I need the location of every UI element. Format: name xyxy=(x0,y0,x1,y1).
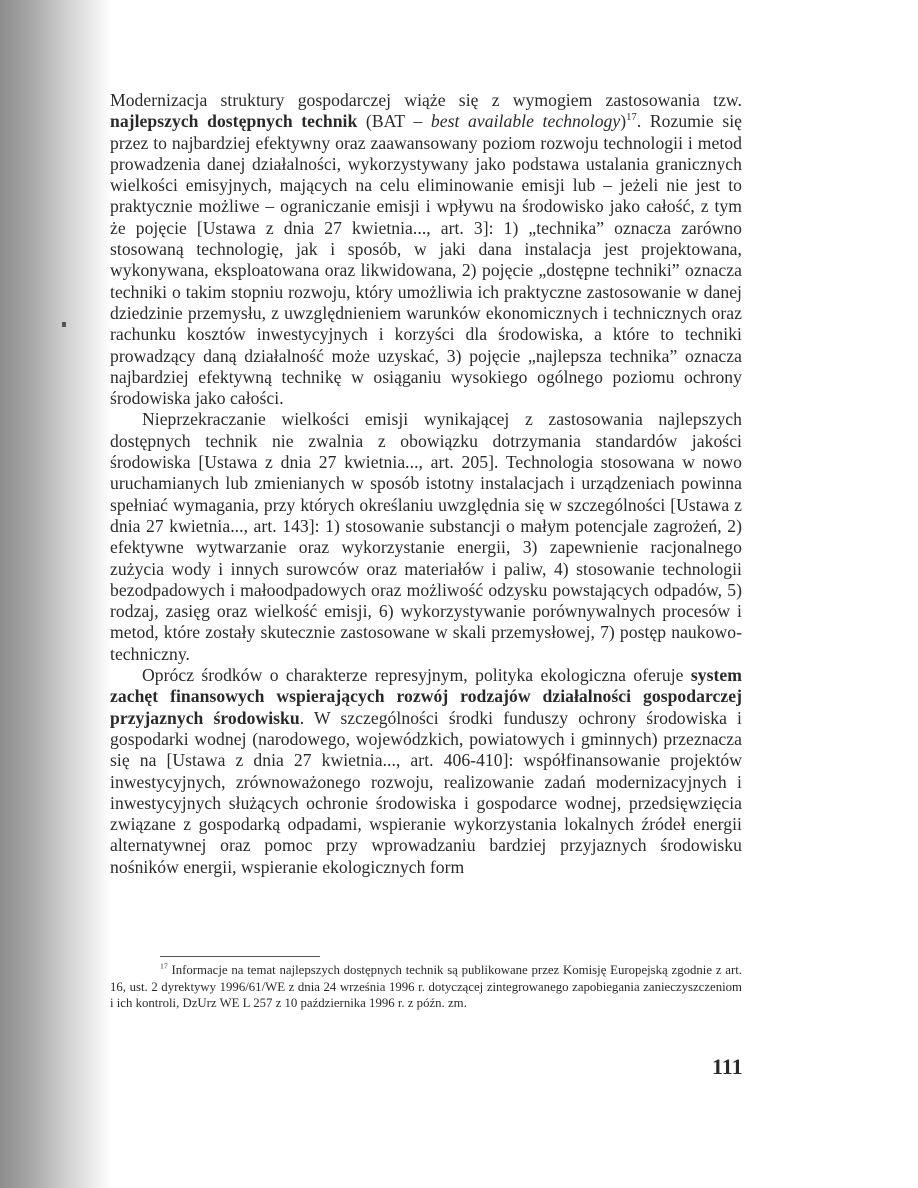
text-run: Nieprzekraczanie wielkości emisji wynikającej z zastosowania najlepszych dostępnych technik nie zwalnia z obowiązku dotrzymania standardów jakości środowiska [Ustawa z dnia 27 kwietnia..., art. 205]. Technologia stosowana w nowo uruchamianych lub zmienianych w sposób istotny instalacjach i urządzeniach powinna spełniać wymagania, przy których określaniu uwzględnia się w szczególności [Ustawa z dnia 27 kwietnia..., art. 143]: 1) stosowanie substancji o małym potencjale zagrożeń, 2) efektywne wytwarzanie oraz wykorzystanie energii, 3) zapewnienie racjonalnego zużycia wody i innych surowców oraz materiałów i paliw, 4) stosowanie technologii bezodpadowych i małoodpadowych oraz możliwość odzysku powstających odpadów, 5) rodzaj, zasięg oraz wielkość emisji, 6) wykorzystywanie porównywalnych procesów i metod, które zostały skutecznie zastosowane w skali przemysłowej, 7) postęp naukowo-techniczny. xyxy=(110,409,742,664)
page-body xyxy=(110,90,742,878)
book-spine-shadow xyxy=(0,0,112,1188)
paragraph-2 xyxy=(110,409,742,665)
paragraph-1 xyxy=(110,90,742,409)
footnote-text: Informacje na temat najlepszych dostępnych technik są publikowane przez Komisję Europejską zgodnie z art. 16, ust. 2 dyrektywy 1996/61/WE z dnia 24 września 1996 r. dotyczącej zintegrowanego zapobiegania zanieczyszczeniom i ich kontroli, DzUrz WE L 257 z 10 października 1996 r. z późn. zm. xyxy=(110,963,742,1011)
page-number: 111 xyxy=(712,1054,743,1079)
footnotes xyxy=(110,962,742,1012)
bold-term: najlepszych dostępnych technik xyxy=(110,111,358,132)
text-run: . W szczególności środki funduszy ochrony środowiska i gospodarki wodnej (narodowego, wojewódzkich, powiatowych i gminnych) przeznacza się na [Ustawa z dnia 27 kwietnia..., art. 406-410]: współfinansowanie projektów inwestycyjnych, zrównoważonego rozwoju, realizowanie zadań modernizacyjnych i inwestycyjnych służących ochronie środowiska i gospodarce wodnej, przedsięwzięcia związane z gospodarką odpadami, wspieranie wykorzystania lokalnych źródeł energii alternatywnej oraz pomoc przy wprowadzaniu bardziej przyjaznych środowisku nośników energii, wspieranie ekologicznych form xyxy=(110,707,742,877)
text-run: ) xyxy=(620,111,627,132)
text-run: Modernizacja struktury gospodarczej wiąże się z wymogiem zastosowania tzw. xyxy=(110,90,742,110)
text-run: Oprócz środków o charakterze represyjnym, polityka ekologiczna oferuje xyxy=(142,665,691,686)
paragraph-3 xyxy=(110,665,742,878)
footnote-separator xyxy=(160,956,320,957)
text-run: . Rozumie się przez to najbardziej efektywny oraz zaawansowany poziom rozwoju technologii i metod prowadzenia danej działalności, wykorzystywany jako podstawa ustalania granicznych wielkości emisyjnych, mających na celu eliminowanie emisji lub – jeżeli nie jest to praktycznie możliwe – ograniczanie emisji i wpływu na środowisko jako całość, z tym że pojęcie [Ustawa z dnia 27 kwietnia..., art. 3]: 1) „technika” oznacza zarówno stosowaną technologię, jak i sposób, w jaki dana instalacja jest projektowana, wykonywana, eksploatowana oraz likwidowana, 2) pojęcie „dostępne techniki” oznacza techniki o takim stopniu rozwoju, który umożliwia ich praktyczne zastosowanie w danej dziedzinie przemysłu, z uwzględnieniem warunków ekonomicznych i technicznych oraz rachunku kosztów inwestycyjnych i korzyści dla środowiska, a które to techniki prowadzący daną działalność może uzyskać, 3) pojęcie „najlepsza technika” oznacza najbardziej efektywną technikę w osiąganiu wysokiego ogólnego poziomu ochrony środowiska jako całości. xyxy=(110,111,743,409)
italic-term: best available technology xyxy=(430,111,621,132)
bold-term: system zachęt finansowych wspierających rozwój rodzajów działalności gospodarczej przyjaznych środowisku xyxy=(110,665,742,728)
footnote-ref: 17 xyxy=(626,112,637,124)
footnote-marker: 17 xyxy=(160,961,168,971)
footnote-17 xyxy=(110,962,742,1012)
scan-speck xyxy=(62,322,66,327)
text-run: (BAT – xyxy=(357,111,431,132)
